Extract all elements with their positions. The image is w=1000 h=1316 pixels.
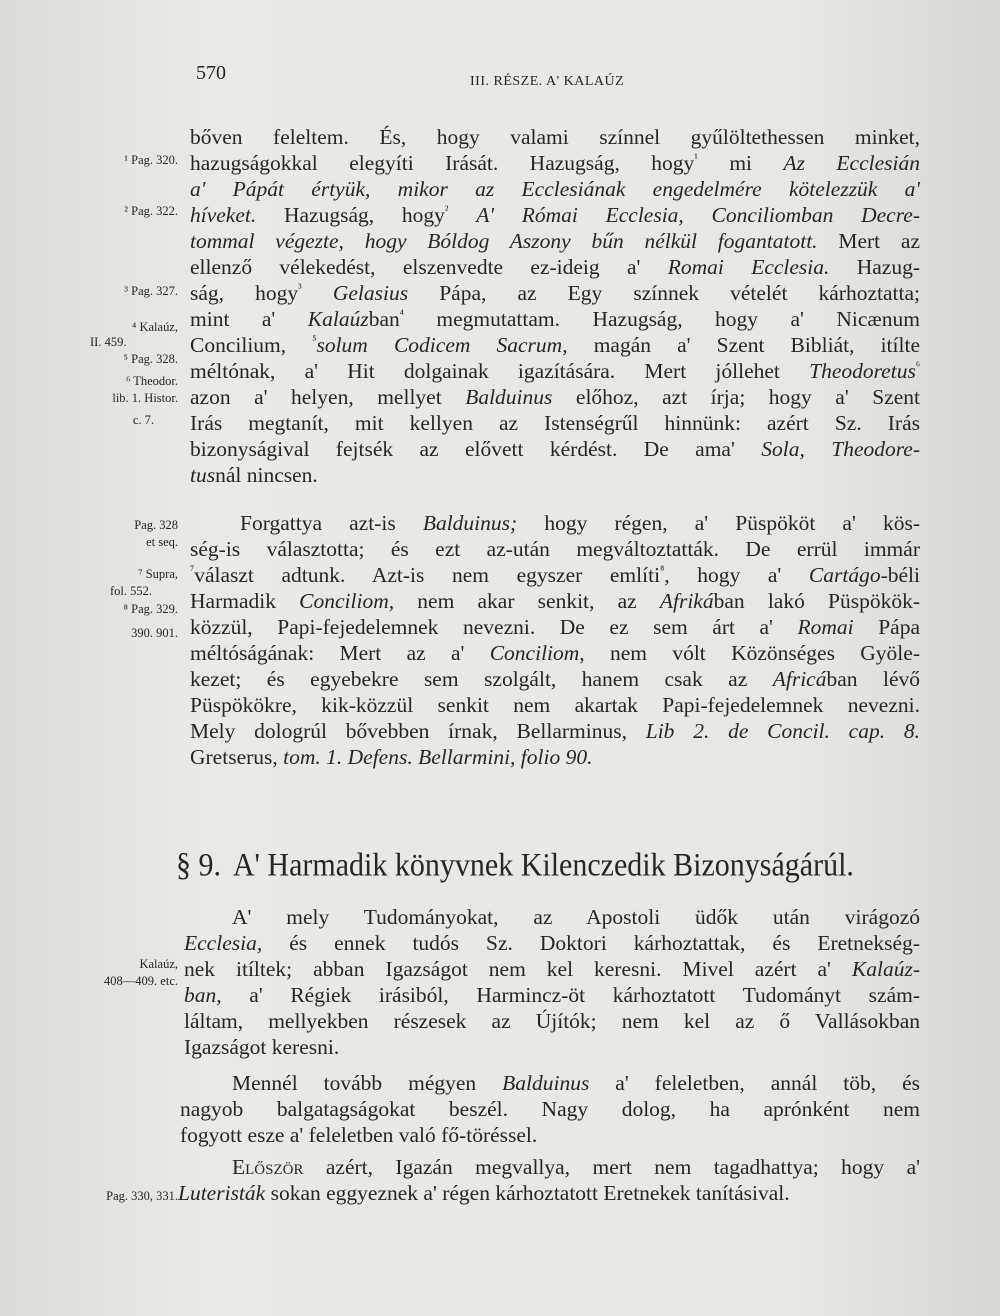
- text-line: Forgattya azt-is Balduinus; hogy régen, a' Püspököt a' kös-: [240, 511, 920, 535]
- margin-note: ⁶ Theodor.: [125, 374, 178, 388]
- text-line: Luteristák sokan eggyeznek a' régen kárhoztatott Eretnekek tanításival.: [178, 1181, 790, 1205]
- text-line: ság, hogy$^{^3}$ Gelasius Pápa, az Egy színnek vételét kárhoztatta;: [190, 280, 920, 305]
- text-line: $^{^7}$választ adtunk. Azt-is nem egyszer említi$^{^8}$, hogy a' Cartágo-béli: [190, 562, 920, 587]
- margin-note: ⁴ Kalaúz,: [131, 320, 178, 334]
- margin-note: ⁷ Supra,: [138, 567, 178, 581]
- margin-note: II. 459.: [90, 335, 127, 349]
- text-line: méltónak, a' Hit dolgainak igazítására. Mert jóllehet Theodoretus$^{^6}$: [190, 358, 920, 383]
- text-line: ban, a' Régiek irásiból, Harmincz-öt kárhoztatott Tudományt szám-: [184, 983, 920, 1007]
- text-line: A' mely Tudományokat, az Apostoli üdők után virágozó: [232, 905, 920, 929]
- text-line: Concilium, $^{^5}$solum Codicem Sacrum, magán a' Szent Bibliát, itílte: [190, 332, 920, 357]
- text-line: a' Pápát értyük, mikor az Ecclesiának engedelmére kötelezzük a': [190, 177, 920, 201]
- text-line: bőven feleltem. És, hogy valami színnel gyűlöltethessen minket,: [190, 125, 920, 149]
- text-line: közzül, Papi-fejedelemnek nevezni. De ez sem árt a' Romai Pápa: [190, 615, 920, 639]
- page-number: 570: [196, 62, 226, 84]
- section-heading: § 9. A' Harmadik könyvnek Kilenczedik Bizonyságárúl.: [176, 847, 854, 884]
- text-line: Gretserus, tom. 1. Defens. Bellarmini, folio 90.: [190, 745, 593, 769]
- margin-note: et seq.: [146, 535, 178, 549]
- text-line: nek itíltek; abban Igazságot nem kel keresni. Mivel azért a' Kalaúz-: [184, 957, 920, 981]
- margin-note: c. 7.: [132, 413, 154, 427]
- margin-note: ⁸ Pag. 329.: [123, 602, 178, 616]
- text-line: kezet; és egyebekre sem szolgált, hanem csak az Africában lévő: [190, 667, 921, 691]
- text-line: Igazságot keresni.: [184, 1035, 340, 1059]
- margin-note: lib. 1. Histor.: [112, 391, 178, 405]
- margin-note: Pag. 328: [134, 518, 178, 532]
- text-line: méltóságának: Mert az a' Conciliom, nem vólt Közönséges Gyöle-: [190, 641, 920, 665]
- text-line: Harmadik Conciliom, nem akar senkit, az Afrikában lakó Püspökök-: [190, 589, 921, 613]
- text-line: ség-is választotta; és ezt az-után megváltoztatták. De errül immár: [190, 537, 920, 561]
- text-line: ellenző vélekedést, elszenvedte ez-ideig a' Romai Ecclesia. Hazug-: [190, 255, 920, 279]
- text-line: Irás megtanít, mit kellyen az Istenségrűl hinnünk: azért Sz. Irás: [190, 411, 920, 435]
- text-line: Püspökökre, kik-közzül senkit nem akartak Papi-fejedelemnek nevezni.: [190, 693, 920, 717]
- text-line: hazugságokkal elegyíti Irását. Hazugság, hogy$^{^1}$ mi Az Ecclesián: [190, 150, 921, 175]
- margin-note: Pag. 330, 331.: [106, 1189, 178, 1203]
- text-line: híveket. Hazugság, hogy$^{^2}$ A' Római Ecclesia, Conciliomban Decre-: [190, 202, 921, 227]
- text-line: Először azért, Igazán megvallya, mert nem tagadhattya; hogy a': [232, 1155, 920, 1179]
- text-line: nagyob balgatagságokat beszél. Nagy dolog, ha aprónként nem: [180, 1097, 920, 1121]
- text-line: tusnál nincsen.: [190, 463, 318, 487]
- text-line: láltam, mellyekben részesek az Újítók; nem kel az ő Vallásokban: [184, 1009, 920, 1033]
- margin-note: ² Pag. 322.: [124, 204, 178, 218]
- text-line: bizonyságival fejtsék az elővett kérdést. De ama' Sola, Theodore-: [190, 437, 921, 461]
- margin-note: fol. 552.: [109, 584, 152, 598]
- text-line: mint a' Kalaúzban$^{^4}$ megmutattam. Hazugság, hogy a' Nicænum: [190, 306, 920, 331]
- margin-note: ¹ Pag. 320.: [124, 153, 178, 167]
- margin-note: 390. 901.: [131, 626, 178, 640]
- text-line: Mely dologrúl bővebben írnak, Bellarminus, Lib 2. de Concil. cap. 8.: [190, 719, 920, 743]
- text-line: azon a' helyen, mellyet Balduinus előhoz, azt írja; hogy a' Szent: [190, 385, 920, 409]
- running-head: III. RÉSZE. A' KALAÚZ: [470, 74, 625, 89]
- margin-note: ⁵ Pag. 328.: [123, 352, 178, 366]
- margin-note: 408—409. etc.: [104, 974, 178, 988]
- margin-note: Kalaúz,: [139, 957, 178, 971]
- text-line: Mennél tovább mégyen Balduinus a' feleletben, annál töb, és: [232, 1071, 920, 1095]
- text-line: fogyott esze a' feleletben való fő-töréssel.: [180, 1123, 538, 1147]
- margin-note: ³ Pag. 327.: [124, 284, 178, 298]
- text-line: Ecclesia, és ennek tudós Sz. Doktori kárhoztattak, és Eretnekség-: [184, 931, 920, 955]
- text-line: tommal végezte, hogy Bóldog Aszony bűn nélkül fogantatott. Mert az: [190, 229, 920, 253]
